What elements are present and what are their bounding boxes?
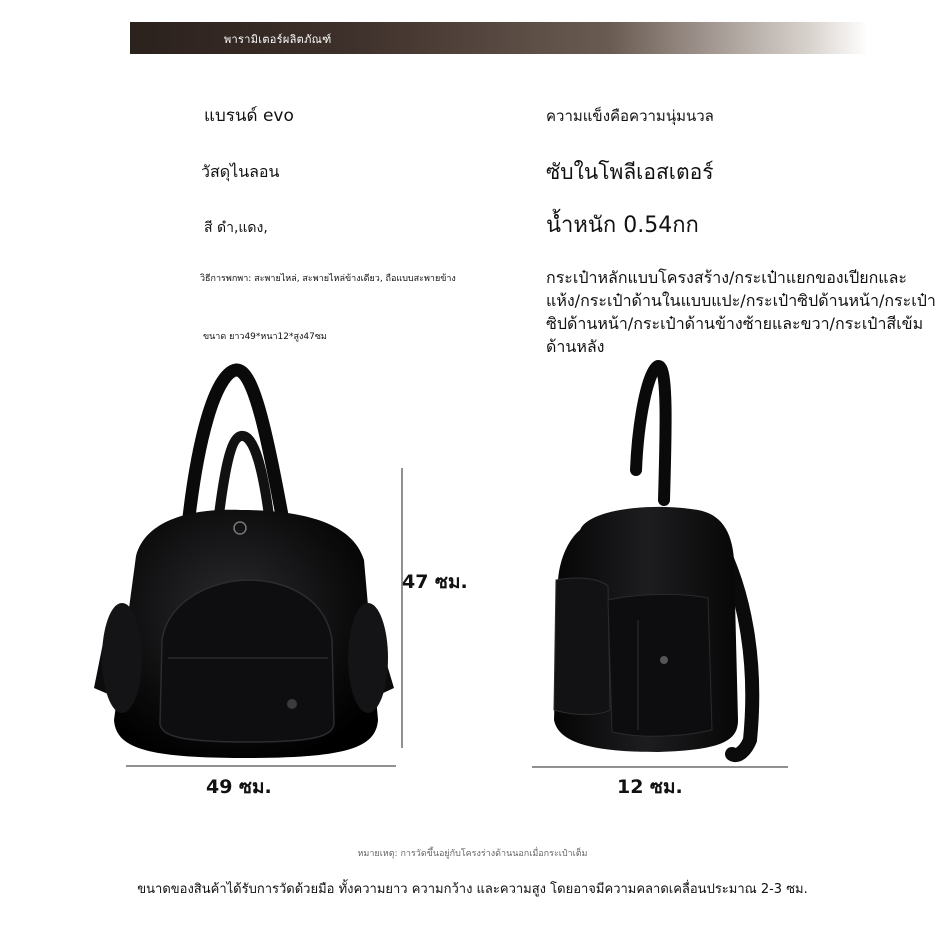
spec-size: ขนาด ยาว49*หนา12*สูง47ซม [203,332,327,342]
spec-tagline: ความแข็งคือความนุ่มนวล [546,107,714,125]
spec-carry-style: วิธีการพกพา: สะพายไหล่, สะพายไหล่ข้างเดียว, ถือแบบสะพายข้าง [200,274,456,284]
banner-title: พารามิเตอร์ผลิตภัณฑ์ [224,33,332,46]
measurement-note: หมายเหตุ: การวัดขึ้นอยู่กับโครงร่างด้านนอกเมื่อกระเป๋าเต็ม [357,849,588,859]
height-dimension-label: 47 ซม. [402,571,468,593]
depth-dimension-label: 12 ซม. [617,776,683,798]
spec-lining: ซับในโพลีเอสเตอร์ [546,160,714,184]
spec-material: วัสดุไนลอน [201,162,280,181]
spec-brand: แบรนด์ evo [204,106,294,126]
bag-front-photo [76,328,416,820]
spec-color: สี ดำ,แดง, [204,220,268,236]
bag-side-photo [488,330,810,812]
spec-pockets: กระเป๋าหลักแบบโครงสร้าง/กระเป๋าแยกของเปียกและแห้ง/กระเป๋าด้านในแบบแปะ/กระเป๋าซิปด้านหน้า/กระเป๋าซิปด้านหน้า/กระเป๋าด้านข้างซ้ายและขวา/กระเป๋าสีเข้มด้านหลัง [546,268,936,356]
measurement-disclaimer: ขนาดของสินค้าได้รับการวัดด้วยมือ ทั้งความยาว ความกว้าง และความสูง โดยอาจมีความคลาดเคลื่อนประมาณ 2-3 ซม. [137,882,808,897]
width-dimension-label: 49 ซม. [206,776,272,798]
spec-weight: น้ำหนัก 0.54กก [546,213,699,238]
